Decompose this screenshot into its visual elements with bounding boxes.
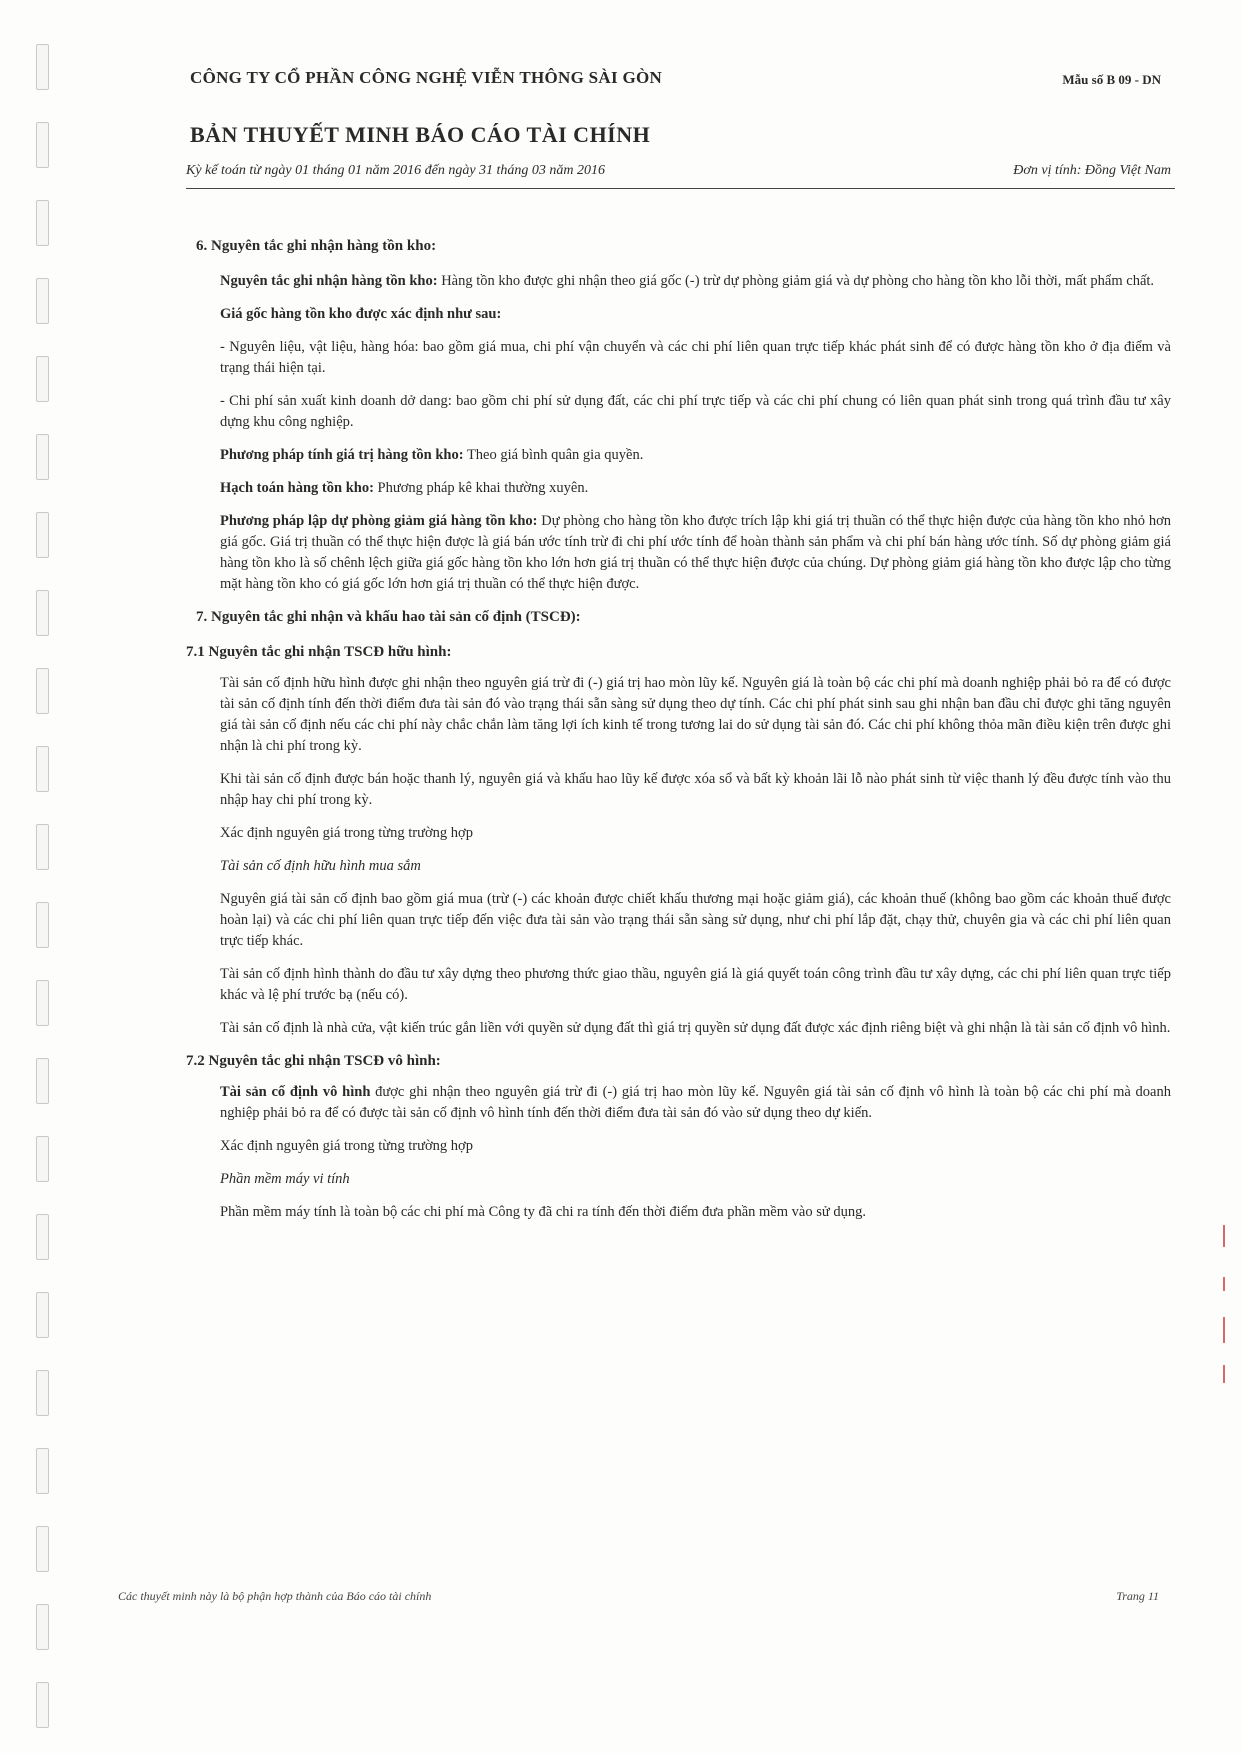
- section-6-paragraph-5: [220, 445, 1171, 466]
- paragraph-text: Theo giá bình quân gia quyền.: [463, 447, 644, 463]
- section-7-1-paragraph-6: Tài sản cố định là nhà cửa, vật kiến trúc gắn liền với quyền sử dụng đất thì giá trị quyền sử dụng đất được xác định riêng biệt và ghi nhận là tài sản cố định vô hình.: [220, 1020, 1171, 1036]
- section-7-1-paragraph-3: Xác định nguyên giá trong từng trường hợp: [220, 825, 473, 841]
- header-divider: [186, 188, 1175, 189]
- paragraph-lead: Giá gốc hàng tồn kho được xác định như sau:: [220, 306, 502, 322]
- paragraph-lead: Hạch toán hàng tồn kho:: [220, 480, 374, 496]
- paragraph-lead: Phương pháp lập dự phòng giảm giá hàng tồn kho:: [220, 513, 538, 529]
- section-6-paragraph-3: - Nguyên liệu, vật liệu, hàng hóa: bao gồm giá mua, chi phí vận chuyển và các chi phí liên quan trực tiếp khác phát sinh để có được hàng tồn kho ở địa điểm và trạng thái hiện tại.: [220, 339, 1171, 376]
- page-number: Trang 11: [1116, 1589, 1159, 1603]
- section-7-1-paragraph-2: Khi tài sản cố định được bán hoặc thanh lý, nguyên giá và khấu hao lũy kế được xóa sổ và bất kỳ khoản lãi lỗ nào phát sinh từ việc thanh lý đều được tính vào thu nhập hay chi phí trong kỳ.: [220, 771, 1171, 808]
- paragraph-text: Hàng tồn kho được ghi nhận theo giá gốc (-) trừ dự phòng giảm giá và dự phòng cho hàng tồn kho lỗi thời, mất phẩm chất.: [437, 273, 1155, 289]
- section-7-title: 7. Nguyên tắc ghi nhận và khấu hao tài sản cố định (TSCĐ):: [196, 609, 581, 625]
- document-title: BẢN THUYẾT MINH BÁO CÁO TÀI CHÍNH: [190, 122, 651, 147]
- section-6-title: 6. Nguyên tắc ghi nhận hàng tồn kho:: [196, 238, 437, 254]
- form-code: Mẫu số B 09 - DN: [1062, 72, 1161, 87]
- paragraph-text: Phương pháp kê khai thường xuyên.: [373, 480, 589, 496]
- paragraph-lead: Nguyên tắc ghi nhận hàng tồn kho:: [220, 273, 438, 289]
- section-7-2-paragraph-1: [220, 1082, 1171, 1124]
- document-body: [186, 236, 1171, 1235]
- section-7-2-italic-heading: Phần mềm máy vi tính: [220, 1171, 350, 1187]
- section-7-1-paragraph-4: Nguyên giá tài sản cố định bao gồm giá mua (trừ (-) các khoản được chiết khấu thương mại hoặc giảm giá), các khoản thuế (không bao gồm các khoản thuế được hoàn lại) và các chi phí liên quan trực tiếp đến việc đưa tài sản vào trạng thái sẵn sàng sử dụng, như chi phí lắp đặt, chạy thử, chuyên gia và các chi phí liên quan trực tiếp khác.: [220, 891, 1171, 949]
- section-7-1-italic-heading: Tài sản cố định hữu hình mua sắm: [220, 858, 421, 874]
- section-6-paragraph-4: - Chi phí sản xuất kinh doanh dở dang: bao gồm chi phí sử dụng đất, các chi phí trực tiếp và các chi phí chung có liên quan phát sinh trong quá trình đầu tư xây dựng khu công nghiệp.: [220, 393, 1171, 430]
- section-7-1-paragraph-5: Tài sản cố định hình thành do đầu tư xây dựng theo phương thức giao thầu, nguyên giá là giá quyết toán công trình đầu tư xây dựng, các chi phí liên quan trực tiếp khác và lệ phí trước bạ (nếu có).: [220, 966, 1171, 1003]
- company-name: CÔNG TY CỔ PHẦN CÔNG NGHỆ VIỄN THÔNG SÀI GÒN: [190, 68, 663, 87]
- section-6-paragraph-7: [220, 511, 1171, 595]
- section-7-1-title: 7.1 Nguyên tắc ghi nhận TSCĐ hữu hình:: [186, 644, 452, 660]
- section-7-1-paragraph-1: Tài sản cố định hữu hình được ghi nhận theo nguyên giá trừ đi (-) giá trị hao mòn lũy kế. Nguyên giá là toàn bộ các chi phí mà doanh nghiệp phải bỏ ra để có được tài sản cố định tính đến thời điểm đưa tài sản đó vào trạng thái sẵn sàng sử dụng theo dự tính. Các chi phí phát sinh sau ghi nhận ban đầu chỉ được ghi tăng nguyên giá tài sản cố định nếu các chi phí này chắc chắn làm tăng lợi ích kinh tế trong tương lai do sử dụng tài sản đó. Các chi phí không thỏa mãn điều kiện trên được ghi nhận là chi phí trong kỳ.: [220, 675, 1171, 754]
- paragraph-lead: Phương pháp tính giá trị hàng tồn kho:: [220, 447, 464, 463]
- section-6-paragraph-2: [220, 304, 1171, 325]
- currency-unit: Đơn vị tính: Đồng Việt Nam: [1013, 163, 1171, 178]
- paragraph-text: Dự phòng cho hàng tồn kho được trích lập khi giá trị thuần có thể thực hiện được của hàng tồn kho nhỏ hơn giá gốc. Giá trị thuần có thể thực hiện được là giá bán ước tính trừ đi chi phí ước tính để hoàn thành sản phẩm và chi phí bán hàng ước tính. Số dự phòng giảm giá hàng tồn kho là số chênh lệch giữa giá gốc hàng tồn kho lớn hơn giá trị thuần có thể thực hiện được của chúng. Dự phòng giảm giá hàng tồn kho được lập cho từng mặt hàng tồn kho có giá gốc lớn hơn giá trị thuần có thể thực hiện được.: [220, 513, 1171, 592]
- footer-note: Các thuyết minh này là bộ phận hợp thành của Báo cáo tài chính: [118, 1589, 432, 1603]
- section-7-2-paragraph-2: Xác định nguyên giá trong từng trường hợp: [220, 1138, 473, 1154]
- section-6-paragraph-6: [220, 478, 1171, 499]
- section-6-paragraph-1: [220, 271, 1171, 292]
- accounting-period: Kỳ kế toán từ ngày 01 tháng 01 năm 2016 đến ngày 31 tháng 03 năm 2016: [186, 163, 606, 178]
- paragraph-lead: Tài sản cố định vô hình: [220, 1084, 371, 1100]
- section-7-2-title: 7.2 Nguyên tắc ghi nhận TSCĐ vô hình:: [186, 1053, 441, 1069]
- paragraph-text: được ghi nhận theo nguyên giá trừ đi (-) giá trị hao mòn lũy kế. Nguyên giá tài sản cố định vô hình là toàn bộ các chi phí mà doanh nghiệp phải bỏ ra để có được tài sản cố định vô hình tính đến thời điểm đưa tài sản đó vào sử dụng theo dự kiến.: [220, 1084, 1171, 1121]
- section-7-2-paragraph-3: Phần mềm máy tính là toàn bộ các chi phí mà Công ty đã chi ra tính đến thời điểm đưa phần mềm vào sử dụng.: [220, 1204, 866, 1220]
